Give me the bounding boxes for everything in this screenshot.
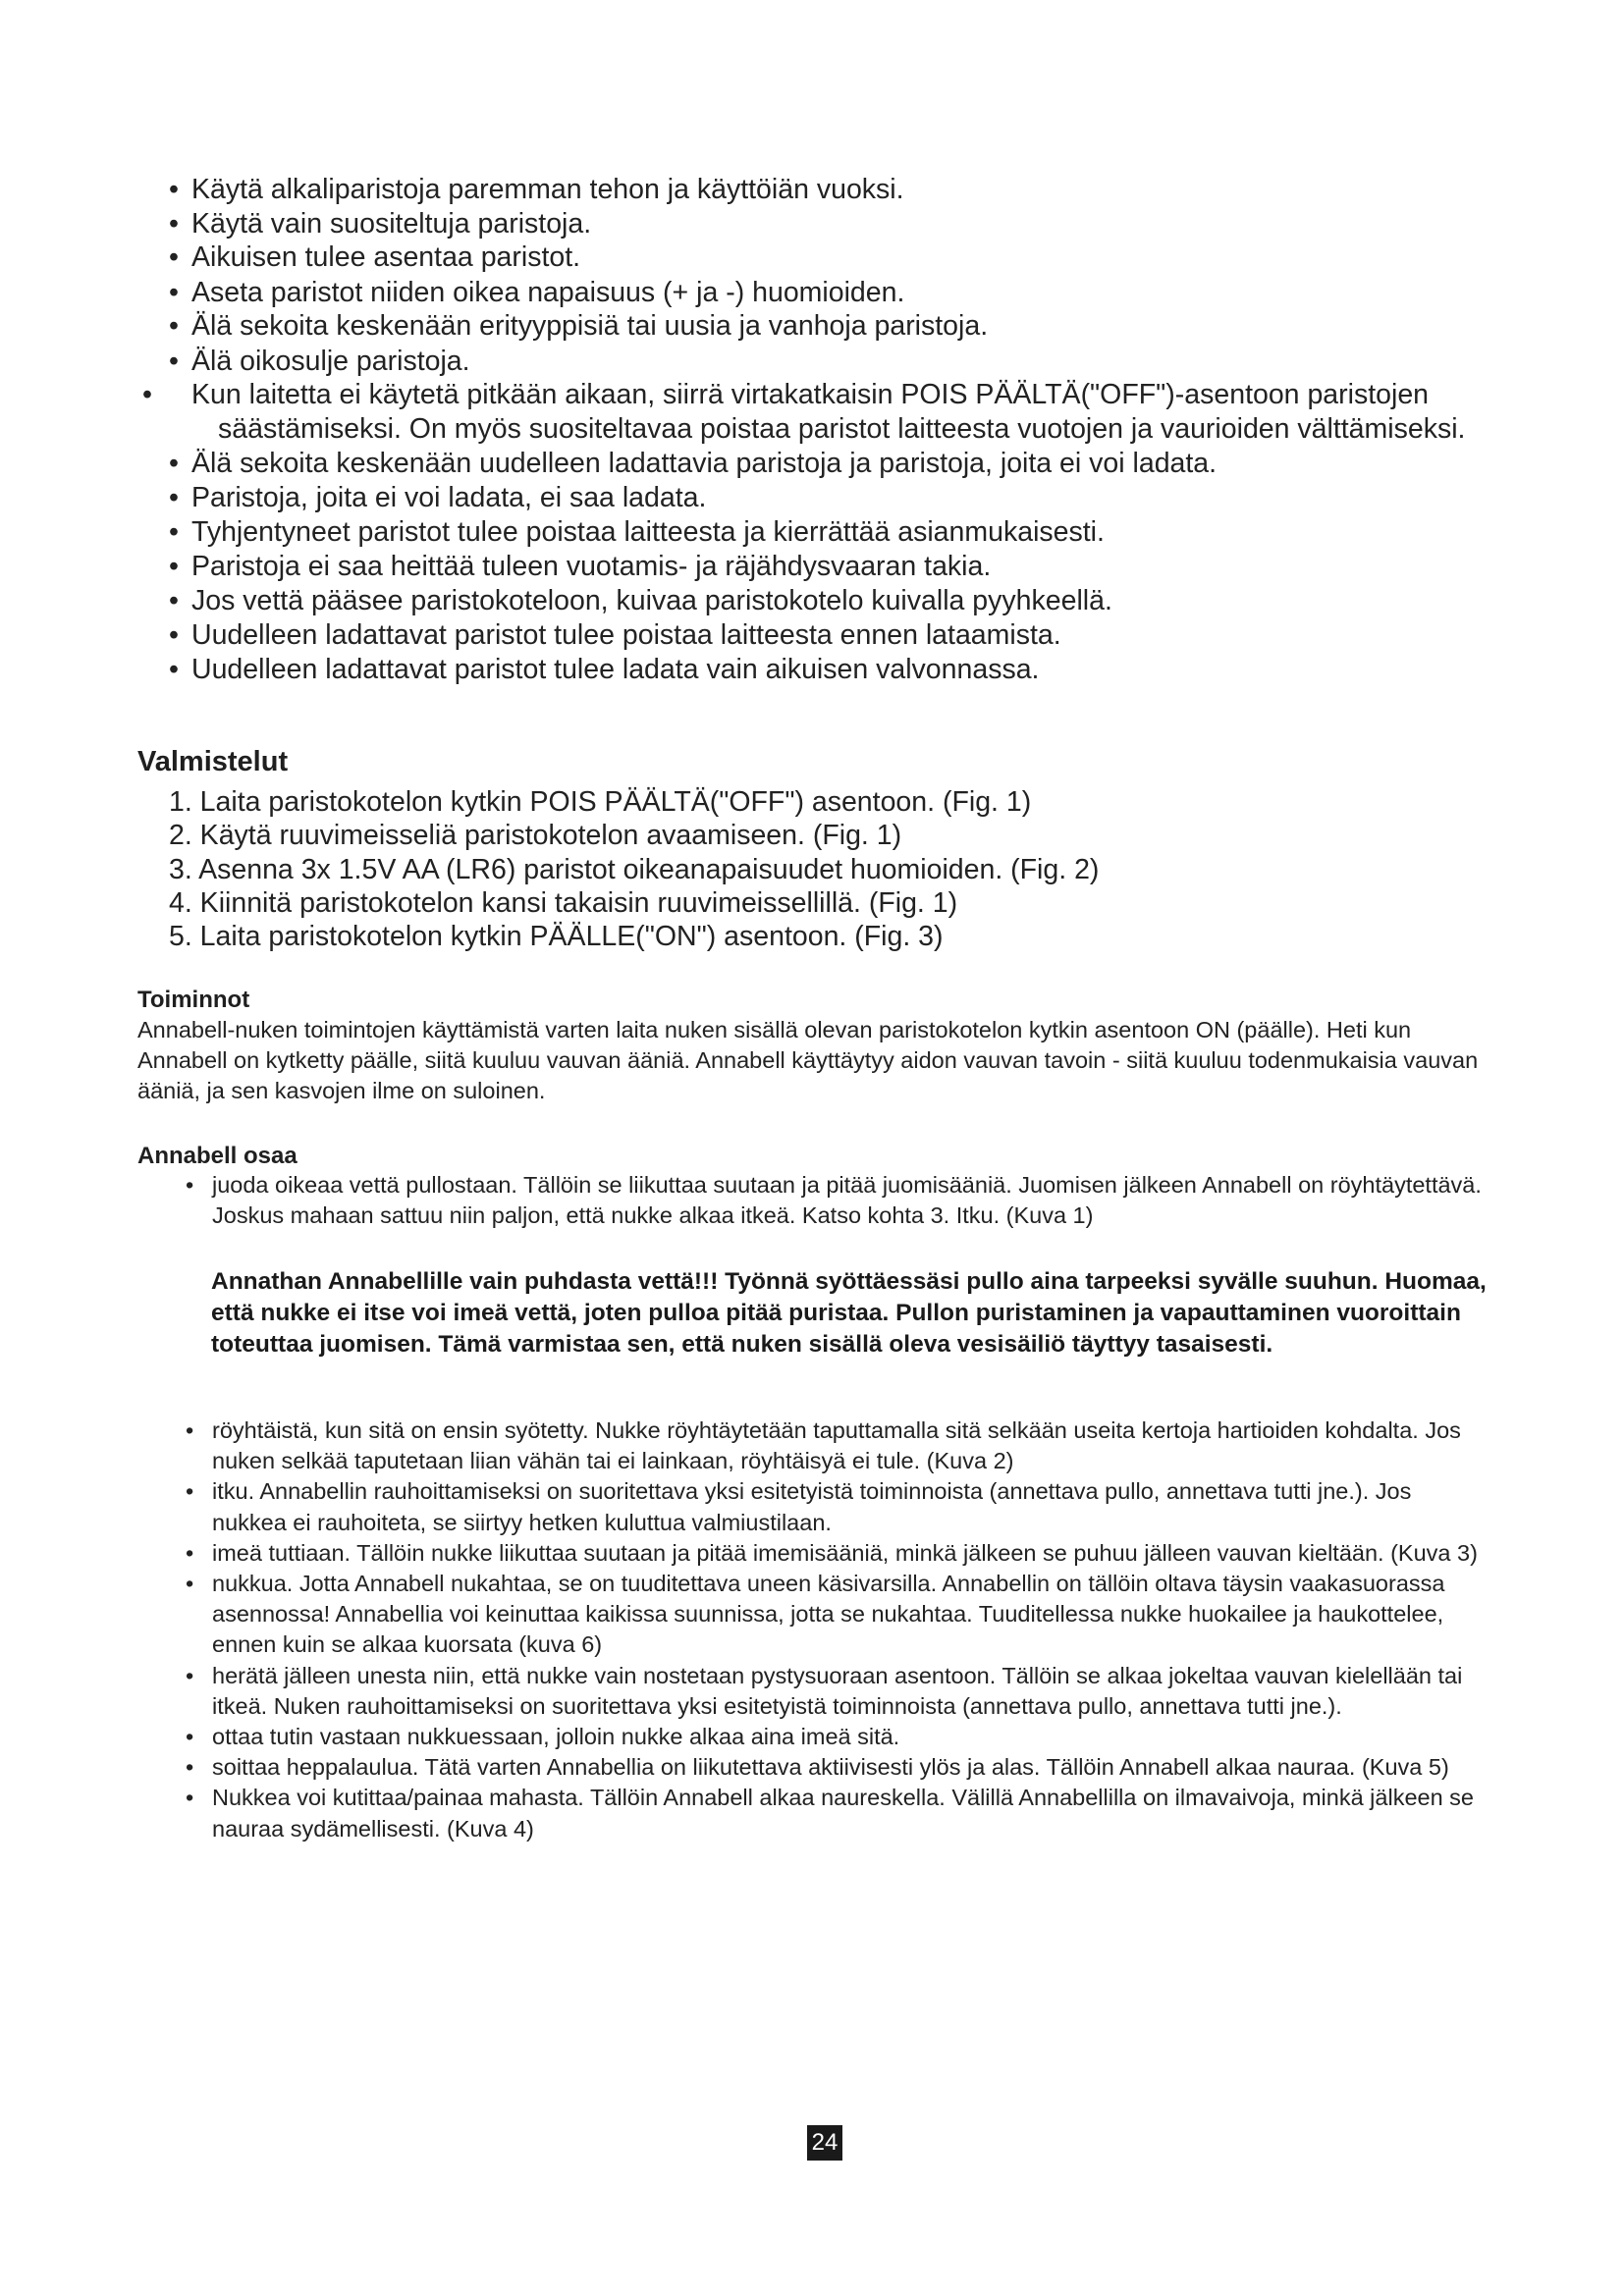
list-item: • Aseta paristot niiden oikea napaisuus (+ ja -) huomioiden.: [169, 276, 1524, 310]
list-item: • Käytä alkaliparistoja paremman tehon ja käyttöiän vuoksi.: [169, 173, 1524, 207]
list-item: • soittaa heppalaulua. Tätä varten Annabellia on liikutettava aktiivisesti ylös ja alas. Tällöin Annabell alkaa nauraa. (Kuva 5): [169, 1752, 1485, 1783]
annabell-osaa-heading: Annabell osaa: [137, 1143, 298, 1169]
step-item: 2. Käytä ruuvimeisseliä paristokotelon avaamiseen. (Fig. 1): [169, 820, 902, 852]
osaa-first-list: [169, 1170, 1485, 1231]
step-item: 5. Laita paristokotelon kytkin PÄÄLLE("ON") asentoon. (Fig. 3): [169, 921, 944, 953]
osaa-abilities-list: [169, 1415, 1485, 1844]
list-item: • herätä jälleen unesta niin, että nukke vain nostetaan pystysuoraan asentoon. Tällöin se alkaa jokeltaa vauvan kielellään tai itkeä. Nuken rauhoittamiseksi on suoritettava yksi esitetyistä toiminnoista (annettava pullo, annettava tutti jne.).: [169, 1661, 1485, 1722]
valmistelut-steps: [169, 785, 1099, 953]
list-item: • Älä sekoita keskenään uudelleen ladattavia paristoja ja paristoja, joita ei voi ladata.: [169, 447, 1524, 481]
list-item: • nukkua. Jotta Annabell nukahtaa, se on tuuditettava uneen käsivarsilla. Annabellin on tällöin oltava täysin vaakasuorassa asennossa! Annabellia voi keinuttaa kaikissa suunnissa, jotta se nukahtaa. Tuuditellessa nukke huokailee ja haukottelee, ennen kuin se alkaa kuorsata (kuva 6): [169, 1569, 1485, 1661]
list-item: • Älä oikosulje paristoja.: [169, 345, 1524, 379]
step-item: 4. Kiinnitä paristokotelon kansi takaisin ruuvimeissellillä. (Fig. 1): [169, 886, 958, 919]
list-item: • ottaa tutin vastaan nukkuessaan, jolloin nukke alkaa aina imeä sitä.: [169, 1722, 1485, 1752]
step-item: 3. Asenna 3x 1.5V AA (LR6) paristot oikeanapaisuudet huomioiden. (Fig. 2): [169, 853, 1100, 885]
list-item: • Aikuisen tulee asentaa paristot.: [169, 240, 1524, 275]
list-item: • Jos vettä pääsee paristokoteloon, kuivaa paristokotelo kuivalla pyyhkeellä.: [169, 584, 1524, 618]
list-item: • Nukkea voi kutittaa/painaa mahasta. Tällöin Annabell alkaa naureskella. Välillä Annabellilla on ilmavaivoja, minkä jälkeen se nauraa sydämellisesti. (Kuva 4): [169, 1783, 1485, 1843]
valmistelut-heading: Valmistelut: [137, 746, 289, 777]
toiminnot-paragraph: Annabell-nuken toimintojen käyttämistä varten laita nuken sisällä olevan paristokotelon kytkin asentoon ON (päälle). Heti kun Annabell on kytketty päälle, siitä kuuluu vauvan ääniä. Annabell käyttäytyy aidon vauvan tavoin - siitä kuuluu todenmukaisia vauvan ääniä, ja sen kasvojen ilme on suloinen.: [137, 1017, 1479, 1103]
list-item: • Tyhjentyneet paristot tulee poistaa laitteesta ja kierrättää asianmukaisesti.: [169, 515, 1524, 550]
page-number: 24: [807, 2125, 842, 2161]
step-item: 1. Laita paristokotelon kytkin POIS PÄÄLTÄ("OFF") asentoon. (Fig. 1): [169, 786, 1032, 818]
list-item: • Paristoja, joita ei voi ladata, ei saa ladata.: [169, 481, 1524, 515]
battery-tips-list: [169, 173, 1524, 687]
list-item: • Älä sekoita keskenään erityyppisiä tai uusia ja vanhoja paristoja.: [169, 309, 1524, 344]
water-warning: Annathan Annabellille vain puhdasta vettä!!! Työnnä syöttäessäsi pullo aina tarpeeksi syvälle suuhun. Huomaa, että nukke ei itse voi imeä vettä, joten pulloa pitää puristaa. Pullon puristaminen ja vapauttaminen vuoroittain toteuttaa juomisen. Tämä varmistaa sen, että nuken sisällä oleva vesisäiliö täyttyy tasaisesti.: [211, 1268, 1487, 1358]
list-item: • Paristoja ei saa heittää tuleen vuotamis- ja räjähdysvaaran takia.: [169, 550, 1524, 584]
list-item: • Kun laitetta ei käytetä pitkään aikaan, siirrä virtakatkaisin POIS PÄÄLTÄ("OFF")-asentoon paristojen säästämiseksi. On myös suositeltavaa poistaa paristot laitteesta vuotojen ja vaurioiden välttämiseksi.: [169, 378, 1524, 446]
list-item: • Uudelleen ladattavat paristot tulee ladata vain aikuisen valvonnassa.: [169, 653, 1524, 687]
list-item: • Käytä vain suositeltuja paristoja.: [169, 207, 1524, 241]
list-item: • Uudelleen ladattavat paristot tulee poistaa laitteesta ennen lataamista.: [169, 618, 1524, 653]
list-item: • juoda oikeaa vettä pullostaan. Tällöin se liikuttaa suutaan ja pitää juomisääniä. Juomisen jälkeen Annabell on röyhtäytettävä. Joskus mahaan sattuu niin paljon, että nukke alkaa itkeä. Katso kohta 3. Itku. (Kuva 1): [169, 1170, 1485, 1231]
toiminnot-heading: Toiminnot: [137, 987, 250, 1013]
list-item: • imeä tuttiaan. Tällöin nukke liikuttaa suutaan ja pitää imemisääniä, minkä jälkeen se puhuu jälleen vauvan kieltään. (Kuva 3): [169, 1538, 1485, 1569]
list-item: • itku. Annabellin rauhoittamiseksi on suoritettava yksi esitetyistä toiminnoista (annettava pullo, annettava tutti jne.). Jos nukkea ei rauhoiteta, se siirtyy hetken kuluttua valmiustilaan.: [169, 1476, 1485, 1537]
list-item: • röyhtäistä, kun sitä on ensin syötetty. Nukke röyhtäytetään taputtamalla sitä selkään useita kertoja hartioiden kohdalta. Jos nuken selkää taputetaan liian vähän tai ei lainkaan, röyhtäisyä ei tule. (Kuva 2): [169, 1415, 1485, 1476]
